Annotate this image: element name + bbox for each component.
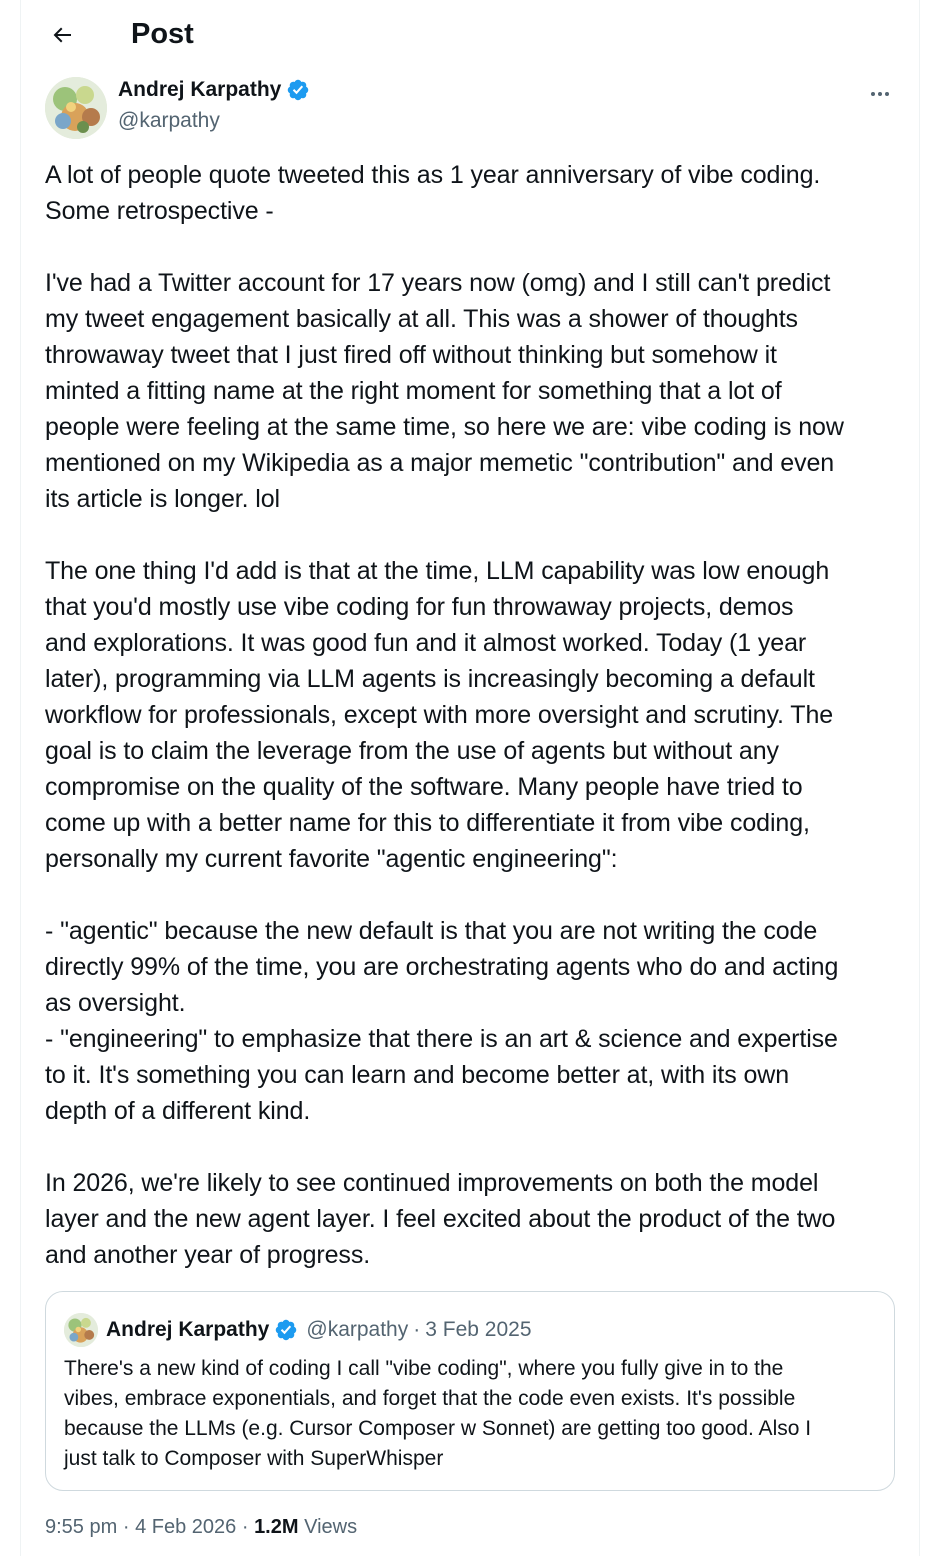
post-text: A lot of people quote tweeted this as 1 year anniversary of vibe coding. Some retrospective - I've had a Twitter account for 17 years now (omg) and I still can't predict my tweet engagement basically at all. This was a shower of thoughts throwaway tweet that I just fired off without thinking but somehow it minted a fitting name at the right moment for something that a lot of people were feeling at the same time, so here we are: vibe coding is now mentioned on my Wikipedia as a major memetic "contribution" and even its article is longer. lol The one thing I'd add is that at the time, LLM capability was low enough that you'd mostly use vibe coding for fun throwaway projects, demos and explorations. It was good fun and it almost worked. Today (1 year later), programming via LLM agents is increasingly becoming a default workflow for professionals, except with more oversight and scrutiny. The goal is to claim the leverage from the use of agents but without any compromise on the quality of the software. Many people have tried to come up with a better name for this to differentiate it from vibe coding, personally my current favorite "agentic engineering": - "agentic" because the new default is that you are not writing the code directly 99% of the time, you are orchestrating agents who do and acting as oversight. - "engineering" to emphasize that there is an art & science and expertise to it. It's something you can learn and become better at, with its own depth of a different kind. In 2026, we're likely to see continued improvements on both the model layer and the new agent layer. I feel excited about the product of the two and another year of progress. — [45, 161, 844, 1269]
quoted-post[interactable] — [45, 1291, 895, 1491]
page-title: Post — [131, 18, 194, 50]
avatar-image — [45, 77, 107, 139]
views-count: 1.2M — [254, 1516, 299, 1538]
post-time[interactable]: 9:55 pm — [45, 1516, 118, 1538]
post-page — [20, 0, 920, 1556]
quoted-author-handle: @karpathy — [306, 1318, 409, 1341]
quoted-post-date: 3 Feb 2025 — [425, 1318, 532, 1341]
views-label: Views — [304, 1516, 358, 1538]
more-dots-icon — [868, 82, 892, 106]
quoted-post-text: There's a new kind of coding I call "vibe coding", where you fully give in to the vibes, embrace exponentials, and forget that the code even exists. It's possible because the LLMs (e.g. Cursor Composer w Sonnet) are getting too good. Also I just talk to Composer with SuperWhisper — [64, 1357, 812, 1470]
author-name[interactable]: Andrej Karpathy — [118, 78, 282, 101]
avatar[interactable] — [45, 77, 107, 139]
separator-dot: · — [122, 1516, 130, 1538]
arrow-left-icon — [50, 23, 74, 47]
separator-dot: · — [413, 1318, 421, 1341]
quoted-avatar — [64, 1313, 98, 1347]
separator-dot: · — [241, 1516, 249, 1538]
author-handle[interactable]: @karpathy — [118, 109, 220, 132]
post-date[interactable]: 4 Feb 2026 — [135, 1516, 237, 1538]
back-button[interactable] — [43, 16, 81, 54]
more-options-button[interactable] — [863, 79, 897, 109]
verified-badge-icon — [274, 1318, 298, 1342]
author-name-line — [118, 78, 310, 102]
post-author — [45, 77, 897, 139]
verified-badge-icon — [286, 78, 310, 102]
post-meta — [45, 1516, 357, 1539]
quoted-avatar-image — [64, 1313, 98, 1347]
page-header — [21, 0, 921, 70]
quoted-author-name: Andrej Karpathy — [106, 1318, 270, 1341]
quoted-post-header — [64, 1313, 532, 1347]
